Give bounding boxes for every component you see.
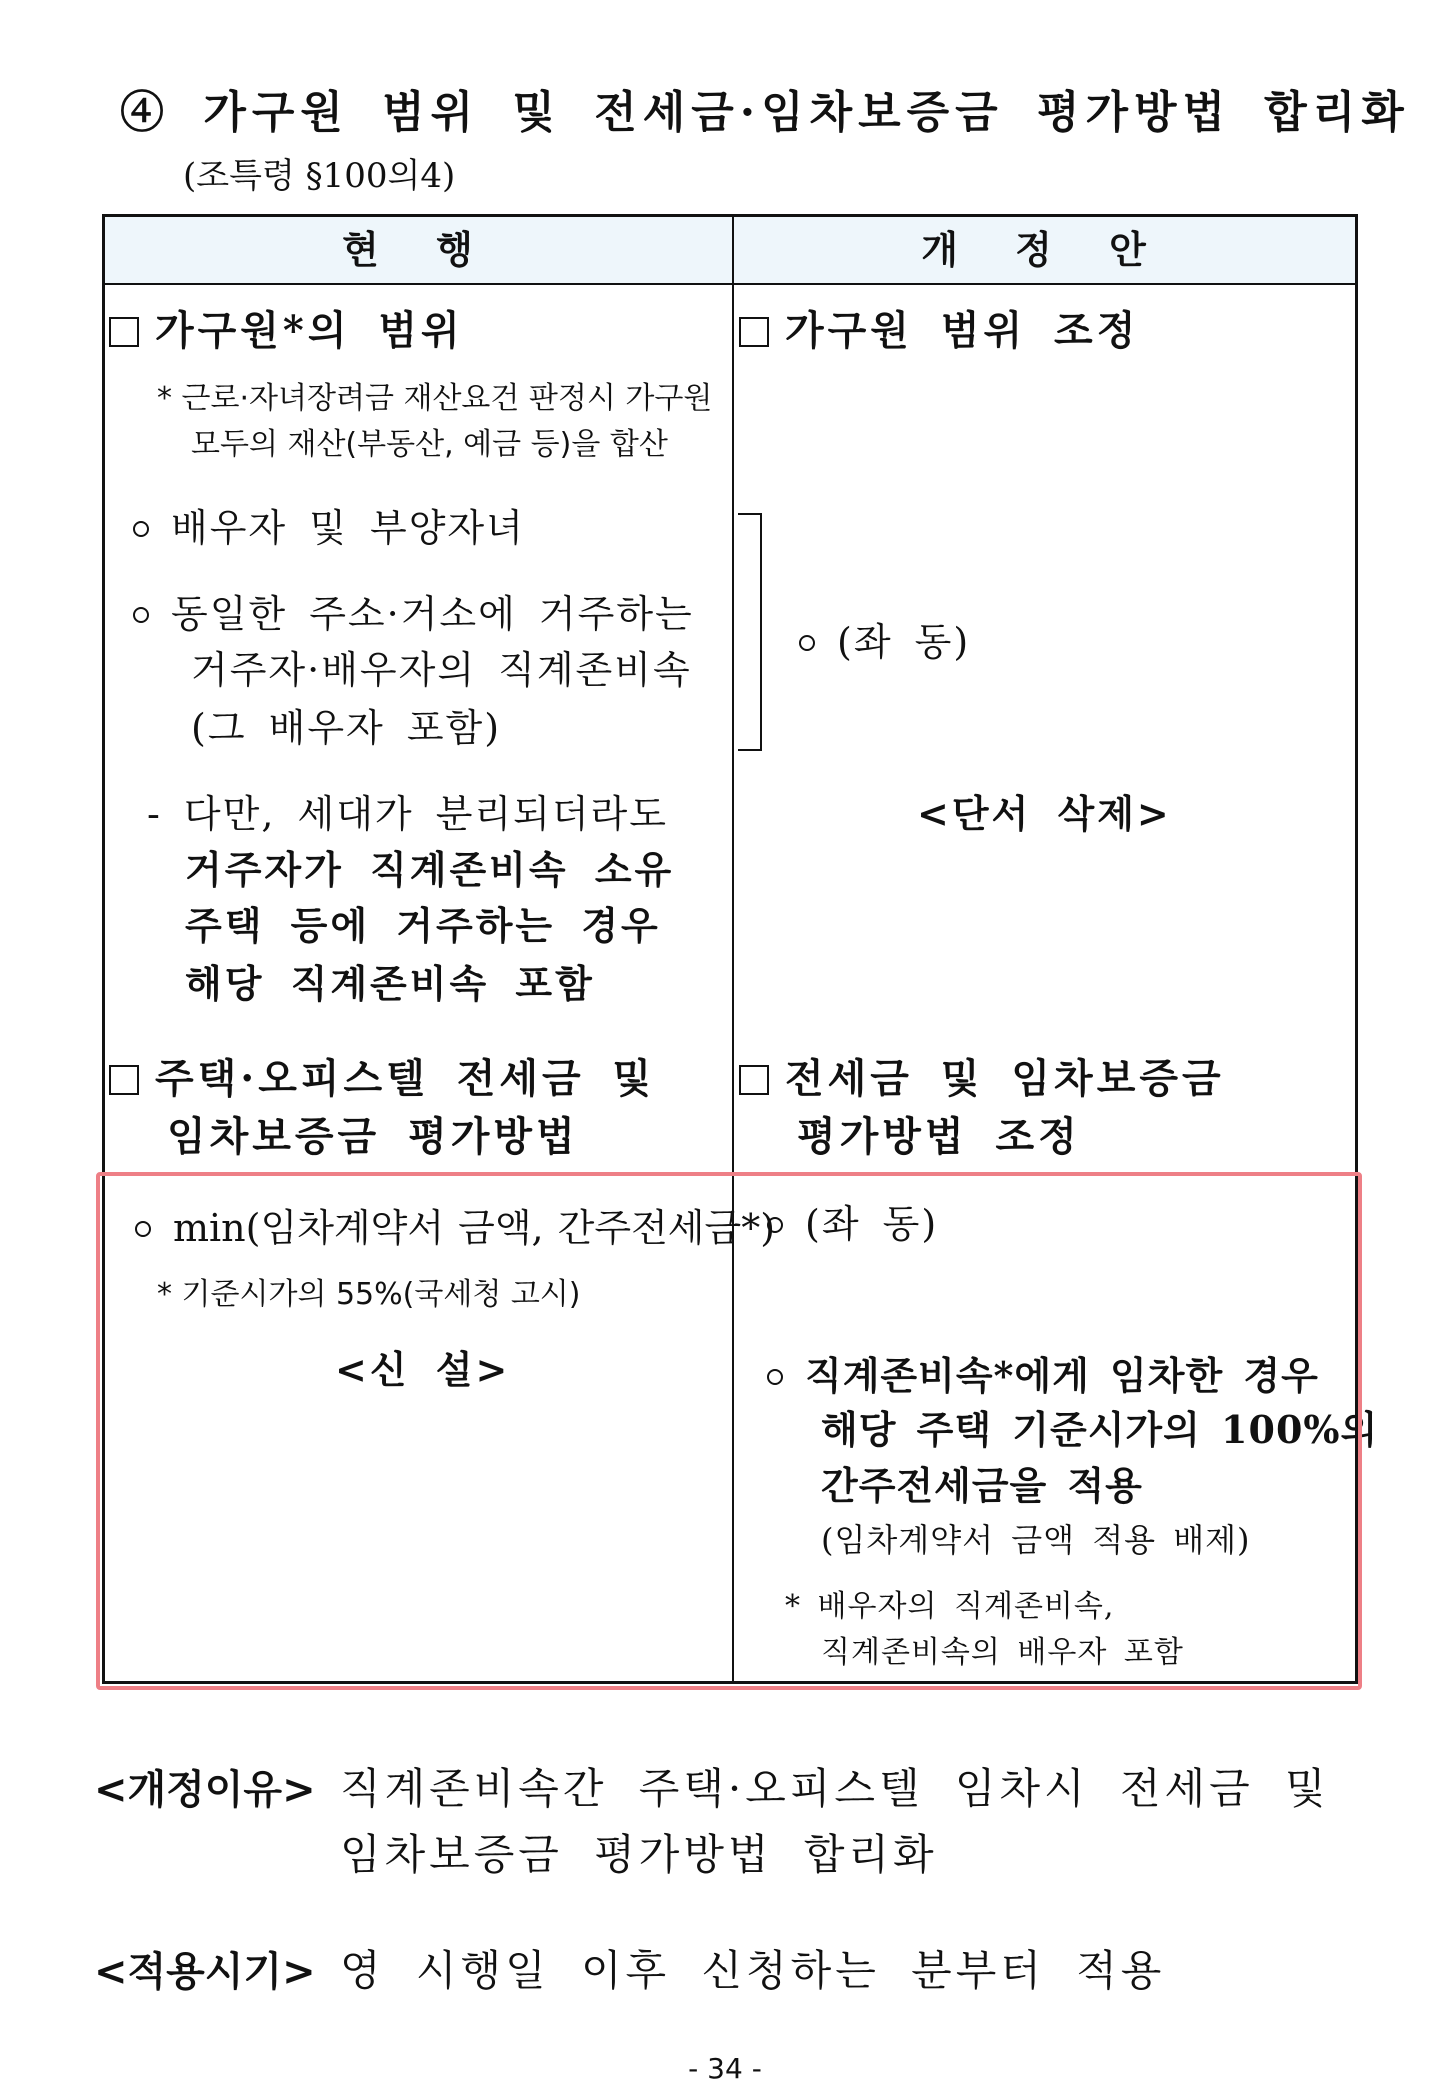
current-new-label: <신 설> xyxy=(335,1347,511,1392)
highlight-box xyxy=(96,1172,1362,1690)
header-revised: 개 정 안 xyxy=(921,227,1168,272)
revised-same-item: (좌 동) xyxy=(799,611,970,666)
current-item-spouse: 배우자 및 부양자녀 xyxy=(133,497,525,552)
current-section2-heading-1: 주택·오피스텔 전세금 및 xyxy=(109,1047,655,1104)
current-proviso-3: 주택 등에 거주하는 경우 xyxy=(185,903,661,948)
page-number: - 34 - xyxy=(688,2052,762,2085)
revised-section1-heading: 가구원 범위 조정 xyxy=(739,299,1139,356)
current-min-note: * 기준시가의 55%(국세청 고시) xyxy=(157,1277,581,1312)
revised-section2-heading-2: 평가방법 조정 xyxy=(797,1113,1081,1160)
checkbox-icon xyxy=(109,317,139,347)
checkbox-icon xyxy=(739,1065,769,1095)
revised-section2-heading-1: 전세금 및 임차보증금 xyxy=(739,1047,1225,1104)
current-section1-note-2: 모두의 재산(부동산, 예금 등)을 합산 xyxy=(191,427,668,462)
reason-text-1: 직계존비속간 주택·오피스텔 임차시 전세금 및 xyxy=(340,1764,1330,1813)
grouping-bracket xyxy=(738,513,762,751)
current-proviso-4: 해당 직계존비속 포함 xyxy=(185,961,595,1006)
current-proviso-2: 거주자가 직계존비속 소유 xyxy=(185,847,675,892)
header-current: 현 행 xyxy=(342,227,495,272)
revised-new-item-2: 해당 주택 기준시가의 100%의 xyxy=(821,1407,1379,1452)
checkbox-icon xyxy=(739,317,769,347)
table-header-row xyxy=(105,217,1355,285)
section-title: ④ 가구원 범위 및 전세금·임차보증금 평가방법 합리화 xyxy=(120,87,1410,138)
circle-bullet-icon xyxy=(799,635,815,651)
current-min-item: min(임차계약서 금액, 간주전세금*) xyxy=(135,1197,775,1252)
current-section2-heading-2: 임차보증금 평가방법 xyxy=(167,1113,579,1160)
revised-new-item-1: 직계존비속*에게 임차한 경우 xyxy=(767,1345,1319,1400)
revised-delete-label: <단서 삭제> xyxy=(917,791,1172,836)
current-section1-note-1: * 근로·자녀장려금 재산요건 판정시 가구원 xyxy=(157,381,713,416)
current-proviso-1: - 다만, 세대가 분리되더라도 xyxy=(147,792,668,836)
current-section1-heading xyxy=(109,299,464,356)
reason-label: <개정이유> xyxy=(94,1767,316,1813)
revised-new-item-3: 간주전세금을 적용 xyxy=(821,1463,1143,1508)
legal-reference: (조특령 §100의4) xyxy=(183,156,456,196)
checkbox-icon xyxy=(109,1065,139,1095)
revised-new-note-2: 직계존비속의 배우자 포함 xyxy=(821,1635,1184,1670)
current-item-cohabit-3: (그 배우자 포함) xyxy=(191,706,502,750)
revised-same-item-2: (좌 동) xyxy=(767,1193,938,1248)
circle-bullet-icon xyxy=(133,607,149,623)
current-item-cohabit-1: 동일한 주소·거소에 거주하는 xyxy=(133,583,694,638)
circle-bullet-icon xyxy=(133,521,149,537)
revised-new-item-4: (임차계약서 금액 적용 배제) xyxy=(821,1521,1251,1559)
current-item-cohabit-2: 거주자·배우자의 직계존비속 xyxy=(191,648,692,692)
reason-text-2: 임차보증금 평가방법 합리화 xyxy=(340,1830,938,1879)
apply-text: 영 시행일 이후 신청하는 분부터 적용 xyxy=(340,1946,1166,1995)
current-section1-title: 가구원*의 범위 xyxy=(155,307,464,354)
apply-label: <적용시기> xyxy=(94,1949,316,1995)
revised-new-note-1: * 배우자의 직계존비속, xyxy=(785,1589,1115,1624)
